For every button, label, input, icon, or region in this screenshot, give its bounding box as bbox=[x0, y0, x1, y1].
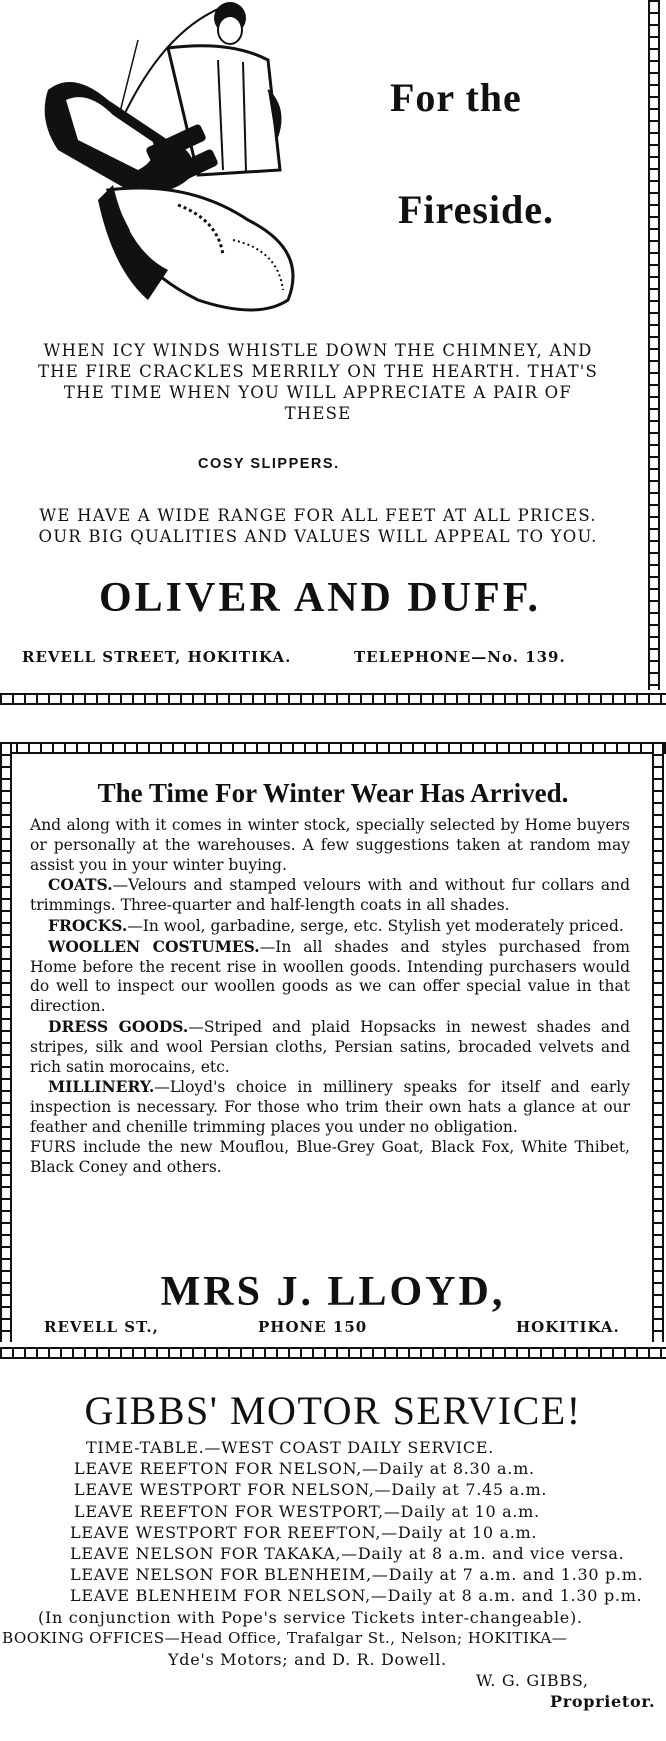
booking-offices: BOOKING OFFICES—Head Office, Trafalgar St., Nelson; HOKITIKA— bbox=[2, 1628, 568, 1647]
item-name: WOOLLEN COSTUMES. bbox=[48, 936, 260, 956]
intro-paragraph: And along with it comes in winter stock, specially selected by Home buyers or personally at the warehouses. A few suggestions taken at random may assist you in your winter buying. bbox=[30, 816, 630, 874]
timetable-line: LEAVE NELSON FOR TAKAKA,—Daily at 8 a.m. and vice versa. bbox=[70, 1544, 625, 1564]
town: HOKITIKA. bbox=[516, 1318, 620, 1336]
timetable-note: (In conjunction with Pope's service Tickets inter-changeable). bbox=[38, 1607, 583, 1627]
lloyd-advertisement bbox=[0, 728, 666, 1343]
timetable-line: LEAVE NELSON FOR BLENHEIM,—Daily at 7 a.m. and 1.30 p.m. bbox=[70, 1565, 644, 1585]
item-text: —Striped and plaid Hopsacks in newest shades and stripes, silk and wool Persian cloths, Persian satins, brocaded velvets and rich satin morocains, etc. bbox=[30, 1017, 630, 1076]
timetable-line: LEAVE WESTPORT FOR NELSON,—Daily at 7.45 a.m. bbox=[74, 1480, 548, 1500]
slogan-line-2: Fireside. bbox=[398, 187, 555, 232]
item-text: —Lloyd's choice in millinery speaks for itself and early inspection is necessary. For those who trim their own hats a glance at our feather and chenille trimming places you under no obligation. bbox=[30, 1078, 630, 1136]
intro-line: WHEN ICY WINDS WHISTLE DOWN THE CHIMNEY, AND bbox=[43, 341, 593, 360]
range-line: OUR BIG QUALITIES AND VALUES WILL APPEAL TO YOU. bbox=[38, 527, 598, 546]
firm-name: OLIVER AND DUFF. bbox=[99, 575, 541, 621]
booking-offices-cont: Yde's Motors; and D. R. Dowell. bbox=[168, 1650, 447, 1670]
border-rule bbox=[0, 1347, 666, 1359]
range-line: WE HAVE A WIDE RANGE FOR ALL FEET AT ALL PRICES. bbox=[39, 506, 597, 525]
item-text: —In all shades and styles purchased from Home before the recent rise in woollen goods. Intending purchasers would do well to inspect our woollen goods as we can offer special value in that direction. bbox=[30, 937, 630, 1016]
proprietor-title: Proprietor. bbox=[550, 1692, 656, 1712]
timetable-line: LEAVE BLENHEIM FOR NELSON,—Daily at 8 a.m. and 1.30 p.m. bbox=[70, 1586, 643, 1606]
timetable-line: LEAVE REEFTON FOR WESTPORT,—Daily at 10 a.m. bbox=[74, 1501, 540, 1521]
firm-telephone: TELEPHONE—No. 139. bbox=[354, 648, 566, 666]
timetable-line: LEAVE REEFTON FOR NELSON,—Daily at 8.30 a.m. bbox=[74, 1459, 535, 1479]
item-name: MILLINERY. bbox=[48, 1077, 155, 1097]
product-name: COSY SLIPPERS. bbox=[198, 456, 340, 472]
timetable-line: LEAVE WESTPORT FOR REEFTON,—Daily at 10 a.m. bbox=[70, 1522, 538, 1542]
furs-paragraph: FURS include the new Mouflou, Blue-Grey Goat, Black Fox, White Thibet, Black Coney and others. bbox=[30, 1137, 630, 1176]
street: REVELL ST., bbox=[44, 1318, 159, 1336]
border-rule bbox=[0, 693, 666, 705]
item-text: —Velours and stamped velours with and without fur collars and trimmings. Three-quarter and half-length coats in all shades. bbox=[30, 876, 630, 915]
service-title: GIBBS' MOTOR SERVICE! bbox=[84, 1388, 582, 1433]
item-dress-goods bbox=[30, 1017, 630, 1077]
intro-line: THESE bbox=[284, 404, 352, 423]
item-name: DRESS GOODS. bbox=[48, 1016, 189, 1036]
item-name: FROCKS. bbox=[48, 915, 128, 935]
item-text: —In wool, garbadine, serge, etc. Stylish yet moderately priced. bbox=[127, 916, 624, 935]
item-frocks bbox=[30, 916, 630, 937]
firm-address: REVELL STREET, HOKITIKA. bbox=[22, 648, 292, 666]
gibbs-advertisement bbox=[0, 1385, 666, 1741]
intro-line: THE FIRE CRACKLES MERRILY ON THE HEARTH. THAT'S bbox=[37, 362, 599, 381]
item-coats bbox=[30, 875, 630, 916]
intro-line: THE TIME WHEN YOU WILL APPRECIATE A PAIR OF bbox=[63, 383, 573, 402]
signature: W. G. GIBBS, bbox=[476, 1671, 589, 1691]
firm-name: MRS J. LLOYD, bbox=[160, 1269, 506, 1315]
intro-text bbox=[12, 340, 624, 424]
slippers-advertisement bbox=[0, 0, 666, 690]
item-name: COATS. bbox=[48, 875, 113, 895]
timetable-heading: TIME-TABLE.—WEST COAST DAILY SERVICE. bbox=[86, 1438, 495, 1457]
item-millinery bbox=[30, 1077, 630, 1137]
range-text bbox=[12, 505, 624, 547]
item-woollen bbox=[30, 937, 630, 1017]
ad-body bbox=[30, 816, 630, 1177]
timetable bbox=[0, 1437, 666, 1713]
slipper-illustration bbox=[18, 0, 318, 320]
slogan-line-1: For the bbox=[390, 75, 522, 120]
headline: The Time For Winter Wear Has Arrived. bbox=[97, 778, 569, 808]
phone: PHONE 150 bbox=[258, 1318, 368, 1336]
